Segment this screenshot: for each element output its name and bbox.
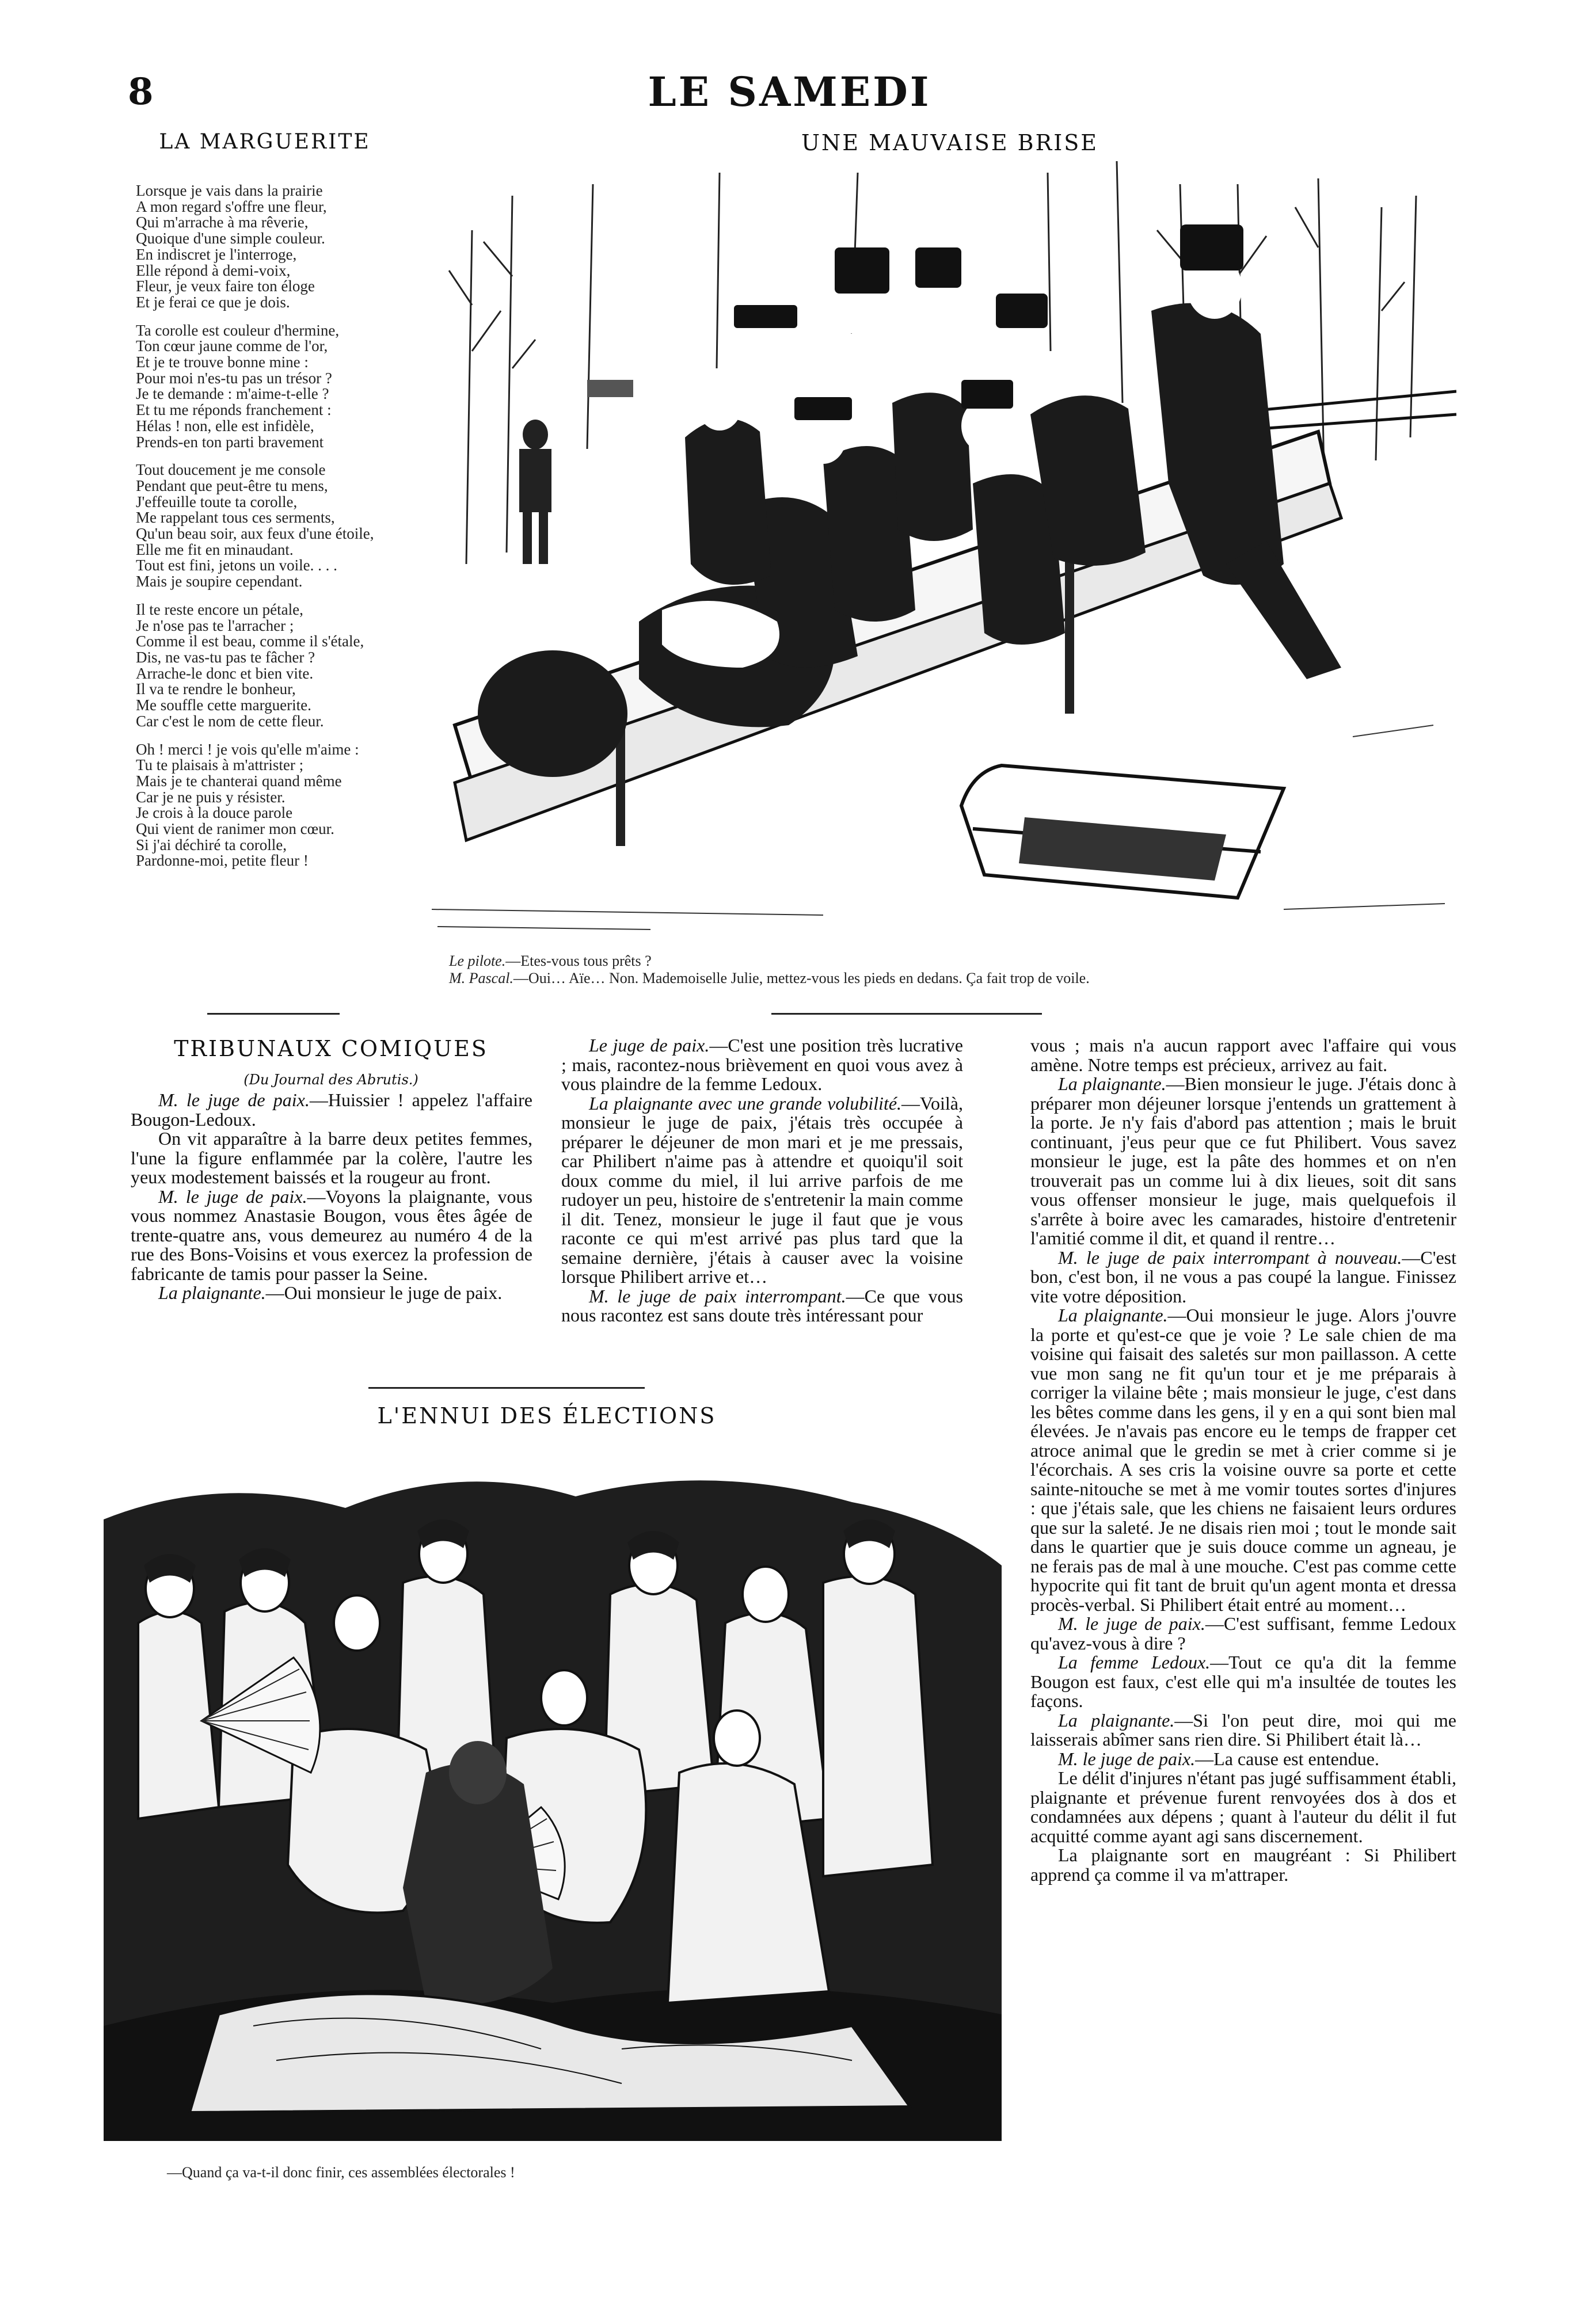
paragraph-text: —C'est suffisant, femme Ledoux qu'avez-vous à dire ? xyxy=(1030,1613,1457,1654)
speaker-name: M. le juge de paix. xyxy=(158,1186,307,1207)
illustration-top-caption-line2: M. Pascal.—Oui… Aïe… Non. Mademoiselle Julie, mettez-vous les pieds en dedans. Ça fait trop de voile. xyxy=(449,970,1090,986)
speaker-name: M. le juge de paix interrompant à nouveau. xyxy=(1058,1247,1402,1268)
poem-line: Quoique d'une simple couleur. xyxy=(136,230,325,247)
speaker-name: M. le juge de paix. xyxy=(1058,1613,1205,1634)
paragraph-text: vous ; mais n'a aucun rapport avec l'affaire qui vous amène. Notre temps est précieux, arrivez au fait. xyxy=(1030,1035,1456,1075)
article-paragraph xyxy=(1030,1846,1456,1884)
speaker-name: La femme Ledoux. xyxy=(1058,1652,1211,1672)
poem-line: Oh ! merci ! je vois qu'elle m'aime : xyxy=(136,740,359,758)
poem-stanza xyxy=(136,183,406,311)
article-column-2 xyxy=(561,1036,963,1325)
poem-stanza xyxy=(136,602,406,730)
article-source: (Du Journal des Abrutis.) xyxy=(243,1072,418,1088)
poem-line: Je te demande : m'aime-t-elle ? xyxy=(136,385,329,403)
poem-line: Mais je te chanterai quand même xyxy=(136,772,342,790)
article-column-3 xyxy=(1030,1036,1456,1884)
paragraph-text: —Oui monsieur le juge de paix. xyxy=(265,1282,503,1303)
article-paragraph xyxy=(131,1129,532,1187)
poem-line: A mon regard s'offre une fleur, xyxy=(136,197,327,215)
speaker-name: La plaignante. xyxy=(1058,1305,1168,1325)
paragraph-text: —Ce que vous nous racontez est sans doute très intéressant pour xyxy=(561,1285,964,1325)
article-paragraph xyxy=(1030,1769,1456,1846)
article-paragraph xyxy=(1030,1653,1456,1711)
page-number: 8 xyxy=(128,70,154,113)
poem-line: Qui vient de ranimer mon cœur. xyxy=(136,820,334,838)
poem-line: Car je ne puis y résister. xyxy=(136,788,286,806)
article-paragraph xyxy=(1030,1248,1456,1306)
poem-body xyxy=(136,183,406,881)
poem-line: Prends-en ton parti bravement xyxy=(136,433,324,451)
speaker-name: La plaignante. xyxy=(1058,1709,1175,1731)
poem-line: Ta corolle est couleur d'hermine, xyxy=(136,321,340,339)
poem-line: Tout est fini, jetons un voile. . . . xyxy=(136,557,337,574)
poem-line: Arrache-le donc et bien vite. xyxy=(136,664,314,682)
article-title: TRIBUNAUX COMIQUES xyxy=(174,1036,488,1061)
poem-line: Je crois à la douce parole xyxy=(136,804,293,822)
poem-line: Je n'ose pas te l'arracher ; xyxy=(136,616,294,634)
poem-line: Et tu me réponds franchement : xyxy=(136,401,332,419)
poem-line: Me rappelant tous ces serments, xyxy=(136,509,335,527)
poem-line: Il va te rendre le bonheur, xyxy=(136,680,296,698)
article-paragraph xyxy=(1030,1075,1456,1248)
rule-mid xyxy=(368,1387,645,1389)
paragraph-text: On vit apparaître à la barre deux petites femmes, l'une la figure enflammée par la colère, l'autre les yeux modestement baissés et la rougeur au front. xyxy=(131,1128,532,1187)
article-paragraph xyxy=(131,1283,532,1303)
article-paragraph xyxy=(561,1287,963,1325)
election-meeting-illustration xyxy=(104,1450,1002,2141)
poem-line: Comme il est beau, comme il s'étale, xyxy=(136,633,364,650)
paragraph-text: —Si l'on peut dire, moi qui me laisserais abîmer sans rien dire. Si Philibert était là… xyxy=(1030,1709,1456,1750)
speaker-name: M. le juge de paix. xyxy=(158,1089,310,1110)
poem-line: Tu te plaisais à m'attrister ; xyxy=(136,756,304,774)
paragraph-text: La plaignante sort en maugréant : Si Philibert apprend ça comme il va m'attraper. xyxy=(1030,1845,1456,1885)
poem-line: Me souffle cette marguerite. xyxy=(136,696,311,714)
article-paragraph xyxy=(1030,1614,1456,1653)
article-paragraph xyxy=(1030,1036,1456,1075)
poem-line: Tout doucement je me console xyxy=(136,461,326,479)
paragraph-text: —Tout ce qu'a dit la femme Bougon est faux, c'est elle qui m'a insultée de toutes les façons. xyxy=(1030,1652,1456,1711)
speaker-name: Le juge de paix. xyxy=(589,1035,710,1056)
paragraph-text: —C'est une position très lucrative ; mais, racontez-nous brièvement en quoi vous avez à vous plaindre de la femme Ledoux. xyxy=(561,1035,963,1094)
poem-line: Pardonne-moi, petite fleur ! xyxy=(136,852,309,870)
poem-line: Qui m'arrache à ma rêverie, xyxy=(136,214,309,231)
illustration-top-title: UNE MAUVAISE BRISE xyxy=(801,130,1098,155)
journal-title: LE SAMEDI xyxy=(648,68,931,116)
poem-line: Ton cœur jaune comme de l'or, xyxy=(136,337,328,355)
poem-line: En indiscret je l'interroge, xyxy=(136,245,297,263)
poem-line: Si j'ai déchiré ta corolle, xyxy=(136,836,287,854)
poem-line: Pour moi n'es-tu pas un trésor ? xyxy=(136,369,332,387)
paragraph-text: —C'est bon, c'est bon, il ne vous a pas coupé la langue. Finissez vite votre déposition. xyxy=(1030,1247,1456,1306)
article-paragraph xyxy=(561,1036,963,1094)
article-paragraph xyxy=(1030,1750,1456,1769)
paragraph-text: —Bien monsieur le juge. J'étais donc à préparer mon déjeuner lorsque j'entends un grattement à la porte. Je n'y fais d'abord pas attention ; mais le bruit continuant, j'eus peur que ce fut Philibert. Vous savez monsieur le juge, est la pâte des hommes et on n'en trouverait pas un comme lui à dix lieues, soit dit sans vous offenser monsieur le juge, mais quelquefois il s'arrête à boire avec les camarades, histoire d'entretenir l'amitié comme il dit, et quand il rentre… xyxy=(1030,1073,1456,1248)
poem-line: Mais je soupire cependant. xyxy=(136,573,303,590)
speaker-name: M. le juge de paix. xyxy=(1058,1748,1196,1769)
speaker-name: La plaignante. xyxy=(1058,1073,1166,1094)
illustration-top-caption-line1: Le pilote.—Etes-vous tous prêts ? xyxy=(449,953,652,969)
poem-line: Qu'un beau soir, aux feux d'une étoile, xyxy=(136,525,374,543)
poem-line: Fleur, je veux faire ton éloge xyxy=(136,277,315,295)
article-paragraph xyxy=(131,1187,532,1284)
article-paragraph xyxy=(561,1094,963,1287)
poem-line: Pendant que peut-être tu mens, xyxy=(136,477,328,494)
poem-line: Et je ferai ce que je dois. xyxy=(136,293,290,311)
poem-title: LA MARGUERITE xyxy=(159,130,371,154)
illustration-bottom-caption: —Quand ça va-t-il donc finir, ces assemblées électorales ! xyxy=(167,2164,515,2181)
article-column-1 xyxy=(131,1091,532,1303)
poem-line: Elle répond à demi-voix, xyxy=(136,261,291,279)
poem-line: Dis, ne vas-tu pas te fâcher ? xyxy=(136,648,315,666)
poem-line: Il te reste encore un pétale, xyxy=(136,600,303,618)
poem-line: Lorsque je vais dans la prairie xyxy=(136,182,323,199)
article-paragraph xyxy=(1030,1711,1456,1750)
poem-stanza xyxy=(136,462,406,590)
poem-line: Car c'est le nom de cette fleur. xyxy=(136,712,324,730)
poem-line: J'effeuille toute ta corolle, xyxy=(136,493,298,510)
poem-line: Elle me fit en minaudant. xyxy=(136,540,294,558)
paragraph-text: Le délit d'injures n'étant pas jugé suffisamment établi, plaignante et prévenue furent renvoyées dos à dos et condamnées aux dépens ; quant à l'auteur du délit il fut acquitté comme ayant agi sans discernement. xyxy=(1030,1767,1456,1846)
article-paragraph xyxy=(1030,1306,1456,1614)
speaker-name: M. le juge de paix interrompant. xyxy=(589,1285,846,1306)
paragraph-text: —Huissier ! appelez l'affaire Bougon-Ledoux. xyxy=(131,1089,533,1130)
speaker-name: La plaignante avec une grande volubilité. xyxy=(589,1092,902,1114)
poem-line: Et je te trouve bonne mine : xyxy=(136,353,309,371)
speaker-name: La plaignante. xyxy=(158,1282,266,1303)
paragraph-text: —Oui monsieur le juge. Alors j'ouvre la porte et qu'est-ce que je voie ? Le sale chien de ma voisine qui faisait des saletés sur mon paillasson. A cette vue mon sang ne fit qu'un tour et je me préparais à corriger la vilaine bête ; mais monsieur le juge, c'est dans les bêtes comme dans les gens, il y en a qui sont bien mal élevées. Je n'avais pas encore eu le temps de frapper cet atroce animal que le gredin se met à crier comme si je l'écorchais. A ses cris la voisine ouvre sa porte et cette sainte-nitouche se met à me vomir toutes sortes d'injures : que j'étais sale, que les chiens ne faisaient leurs ordures que sur la saleté. Je ne disais rien moi ; tout le monde sait dans le quartier que je suis douce comme un agneau, je ne ferais pas de mal à une mouche. C'est pas comme cette hypocrite qui fit tant de bruit qu'un agent monta et dressa procès-verbal. Si Philibert était entré au moment… xyxy=(1030,1305,1457,1615)
poem-line: Hélas ! non, elle est infidèle, xyxy=(136,417,314,435)
paragraph-text: —Voilà, monsieur le juge de paix, j'étais très occupée à préparer le déjeuner de mon mari et je me pressais, car Philibert n'aime pas à attendre et quoiqu'il soit doux comme du miel, il lui arrive parfois de me rudoyer un peu, histoire de s'entretenir la main comme il dit. Tenez, monsieur le juge il faut que je vous raconte ce qui m'est arrivé pas plus tard que la semaine dernière, j'étais à causer avec la voisine lorsque Philibert arrive et… xyxy=(561,1092,963,1287)
article-paragraph xyxy=(131,1091,532,1129)
sledding-party-illustration xyxy=(420,161,1456,932)
poem-stanza xyxy=(136,323,406,451)
rule-right xyxy=(771,1013,1042,1015)
illustration-bottom-title: L'ENNUI DES ÉLECTIONS xyxy=(377,1403,717,1428)
paragraph-text: —La cause est entendue. xyxy=(1195,1748,1379,1769)
rule-left xyxy=(207,1013,340,1015)
paragraph-text: —Voyons la plaignante, vous vous nommez Anastasie Bougon, vous êtes âgée de trente-quatre ans, vous demeurez au numéro 4 de la rue des Bons-Voisins et vous exercez la profession de fabricante de tamis pour passer la Seine. xyxy=(131,1186,533,1284)
poem-stanza xyxy=(136,742,406,870)
